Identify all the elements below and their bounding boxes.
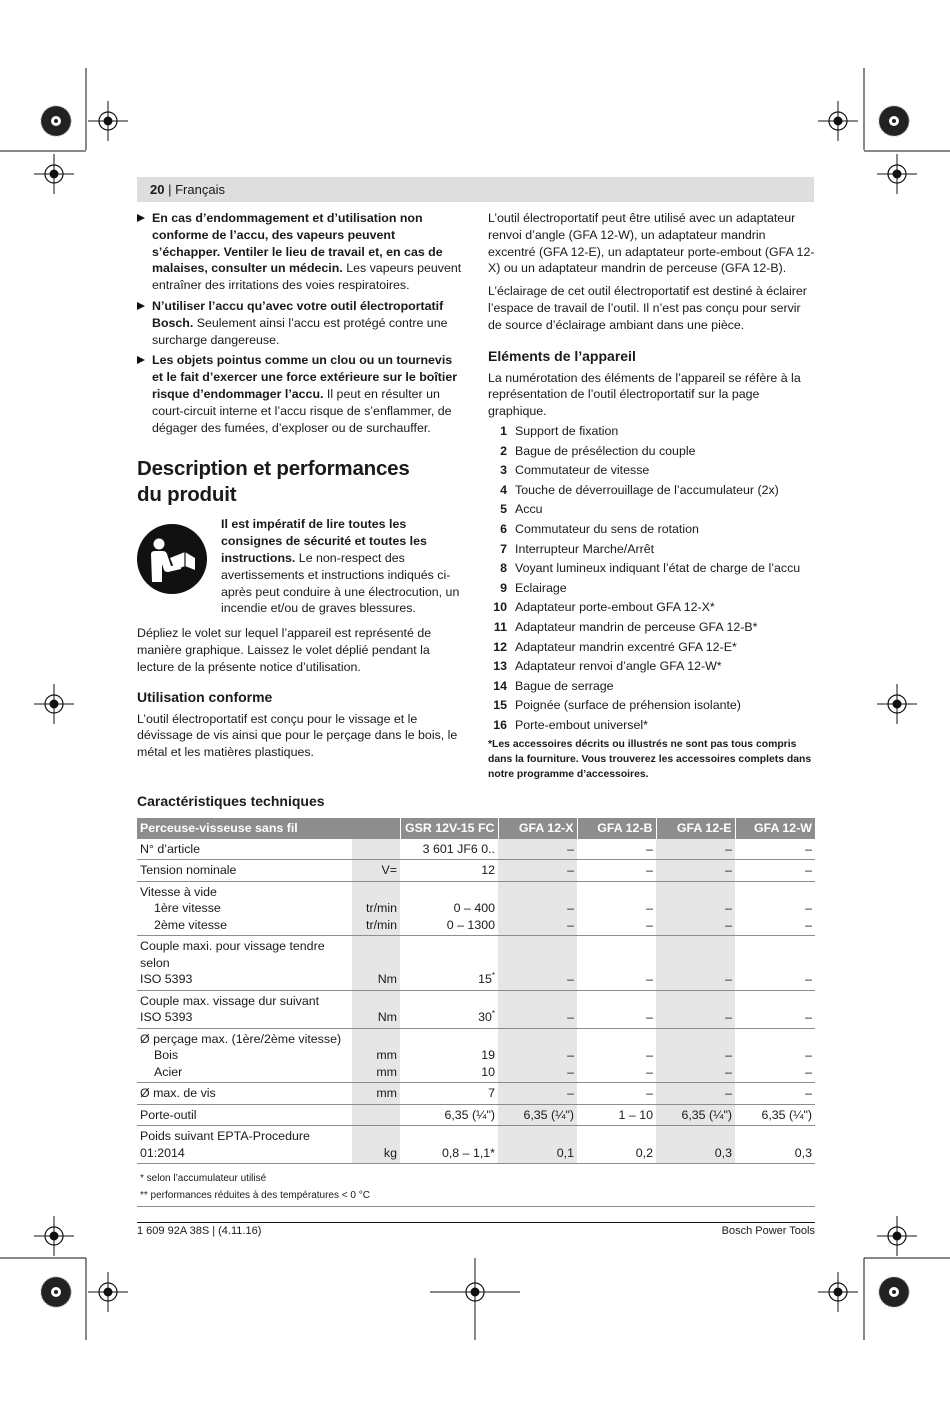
elements-title: Eléments de l’appareil xyxy=(488,347,636,364)
triangle-bullet-icon xyxy=(137,356,145,364)
table-row xyxy=(137,990,815,1028)
cell xyxy=(400,881,498,936)
row-label: Porte-outil xyxy=(137,1104,352,1126)
item-text: Voyant lumineux indiquant l’état de charge de l’accu xyxy=(515,561,801,576)
item-text: Porte-embout universel* xyxy=(515,717,648,732)
item-number: 2 xyxy=(500,443,507,458)
cell: – xyxy=(735,990,815,1028)
list-item xyxy=(488,559,815,579)
header-separator: | xyxy=(168,182,172,197)
header-language: Français xyxy=(175,182,225,197)
cell: – xyxy=(498,990,577,1028)
row-label xyxy=(137,1126,352,1164)
row-label-sub: Bois xyxy=(154,1048,179,1062)
cell: – xyxy=(735,936,815,991)
safety-bullet xyxy=(137,352,463,436)
footnote-marker: * xyxy=(491,970,495,980)
row-label: N° d’article xyxy=(137,839,352,860)
value: – xyxy=(567,1048,574,1062)
value: – xyxy=(567,901,574,915)
footer-right: Bosch Power Tools xyxy=(721,1225,815,1237)
value: – xyxy=(646,917,653,932)
warning-bold: Il est impératif de lire toutes les consignes de sécurité et toutes les instructions. xyxy=(221,517,427,565)
value: – xyxy=(805,1048,812,1062)
item-text: Adaptateur mandrin de perceuse GFA 12-B* xyxy=(515,619,758,634)
list-item xyxy=(488,442,815,462)
item-text: Support de fixation xyxy=(515,423,619,438)
list-item xyxy=(488,481,815,501)
triangle-bullet-icon xyxy=(137,302,145,310)
row-unit: mm xyxy=(352,1083,400,1105)
cell: 0,3 xyxy=(656,1126,735,1164)
left-column xyxy=(137,210,463,767)
item-number: 5 xyxy=(500,502,507,517)
cell: 0,8 – 1,1* xyxy=(400,1126,498,1164)
list-item xyxy=(488,696,815,716)
value: – xyxy=(805,917,812,932)
cell: 0,2 xyxy=(577,1126,656,1164)
cell: – xyxy=(577,1083,656,1105)
specs-table xyxy=(137,818,815,1207)
value: 10 xyxy=(481,1064,495,1079)
column-header: Perceuse-visseuse sans fil xyxy=(137,818,400,839)
item-number: 3 xyxy=(500,463,507,478)
fold-instructions: Dépliez le volet sur lequel l’appareil est représenté de manière graphique. Laissez le volet déplié pendant la lecture de la présente notice d’utilisation. xyxy=(137,626,432,674)
row-label-main: ISO 5393 xyxy=(140,972,193,986)
item-text: Eclairage xyxy=(515,580,567,595)
triangle-bullet-icon xyxy=(137,214,145,222)
list-item xyxy=(488,500,815,520)
cell: – xyxy=(498,860,577,882)
column-header: GFA 12-W xyxy=(735,818,815,839)
value: – xyxy=(725,1048,732,1062)
table-footnotes xyxy=(137,1164,815,1207)
value: – xyxy=(567,917,574,932)
value: 30 xyxy=(478,1010,492,1024)
row-unit: kg xyxy=(352,1126,400,1164)
cell xyxy=(656,881,735,936)
column-header: GSR 12V-15 FC xyxy=(400,818,498,839)
value: – xyxy=(805,901,812,915)
row-label-sub: Acier xyxy=(154,1064,183,1079)
item-text: Poignée (surface de préhension isolante) xyxy=(515,698,741,713)
row-label-sub: 2ème vitesse xyxy=(154,917,228,932)
safety-bullet xyxy=(137,298,463,348)
value: 15 xyxy=(478,972,492,986)
list-item xyxy=(488,520,815,540)
right-column xyxy=(488,210,815,782)
read-manual-icon xyxy=(137,524,207,594)
intro-text: L’outil électroportatif peut être utilisé avec un adaptateur renvoi d’angle (GFA 12-W), un adaptateur mandrin excentré (GFA 12-E), un adaptateur porte-embout (GFA 12-X) ou un adaptateur mandrin de perceuse (GFA 12-B). xyxy=(488,211,815,276)
row-label xyxy=(137,1028,352,1083)
cell: 0,3 xyxy=(735,1126,815,1164)
column-header: GFA 12-E xyxy=(656,818,735,839)
list-item xyxy=(488,638,815,658)
item-number: 16 xyxy=(493,717,507,732)
table-row xyxy=(137,1104,815,1126)
item-text: Accu xyxy=(515,502,543,517)
row-label xyxy=(137,990,352,1028)
cell: – xyxy=(656,1083,735,1105)
cell: 3 601 JF6 0.. xyxy=(400,839,498,860)
item-text: Interrupteur Marche/Arrêt xyxy=(515,541,655,556)
bullet-bold-text: Les objets pointus comme un clou ou un tournevis et le fait d’exercer une force extérieure sur le boîtier risque d’endommager l’accu. xyxy=(152,353,458,401)
table-row xyxy=(137,881,815,936)
table-header-row xyxy=(137,818,815,839)
elements-intro: La numérotation des éléments de l’appareil se réfère à la représentation de l’outil électroportatif sur la page graphique. xyxy=(488,370,801,419)
table-row xyxy=(137,1126,815,1164)
item-number: 12 xyxy=(493,639,507,654)
cell: 6,35 (¼") xyxy=(400,1104,498,1126)
cell: – xyxy=(577,936,656,991)
unit: mm xyxy=(376,1064,397,1079)
row-label-main: Couple max. vissage dur suivant xyxy=(140,993,320,1008)
row-unit xyxy=(352,1104,400,1126)
item-text: Bague de présélection du couple xyxy=(515,443,696,458)
table-row xyxy=(137,936,815,991)
item-number: 13 xyxy=(493,659,507,674)
cell xyxy=(498,881,577,936)
warning-normal: Le non-respect des avertissements et instructions indiqués ci-après peut conduire à une électrocution, un incendie et/ou de graves blessures. xyxy=(221,550,460,616)
item-text: Adaptateur porte-embout GFA 12-X* xyxy=(515,600,715,615)
bullet-text: Seulement ainsi l’accu est protégé contre une surcharge dangereuse. xyxy=(152,315,448,347)
value: – xyxy=(725,1064,732,1079)
specs-title: Caractéristiques techniques xyxy=(137,793,325,809)
item-number: 14 xyxy=(493,678,507,693)
cell: – xyxy=(498,839,577,860)
footnote: * selon l’accumulateur utilisé xyxy=(140,1173,267,1184)
cell xyxy=(400,990,498,1028)
item-text: Bague de serrage xyxy=(515,678,614,693)
value: 19 xyxy=(481,1048,495,1062)
item-text: Adaptateur mandrin excentré GFA 12-E* xyxy=(515,639,737,654)
footer-left: 1 609 92A 38S | (4.11.16) xyxy=(137,1225,262,1237)
lighting-text: L’éclairage de cet outil électroportatif est destiné à éclairer l’espace de travail de l’outil. Il n’est pas conçu pour servir de source d’éclairage ambiant dans une pièce. xyxy=(488,284,807,332)
safety-bullet xyxy=(137,210,463,294)
value: – xyxy=(646,1048,653,1062)
column-header: GFA 12-B xyxy=(577,818,656,839)
value: 0 – 1300 xyxy=(446,917,495,932)
row-label-main: Vitesse à vide xyxy=(140,884,217,899)
row-unit: V= xyxy=(352,860,400,882)
page-number: 20 xyxy=(150,182,165,197)
item-number: 8 xyxy=(500,561,507,576)
list-item xyxy=(488,422,815,442)
cell xyxy=(577,1028,656,1083)
item-number: 7 xyxy=(500,541,507,556)
cell xyxy=(735,881,815,936)
row-label-main: ISO 5393 xyxy=(140,1010,193,1024)
list-item xyxy=(488,618,815,638)
footnote-marker: * xyxy=(491,1008,495,1018)
item-text: Touche de déverrouillage de l’accumulateur (2x) xyxy=(515,482,779,497)
value: 0 – 400 xyxy=(453,901,495,915)
cell: 7 xyxy=(400,1083,498,1105)
table-row xyxy=(137,1028,815,1083)
row-unit xyxy=(352,881,400,936)
row-unit: Nm xyxy=(352,990,400,1028)
row-label-sub: 1ère vitesse xyxy=(154,901,221,915)
cell: – xyxy=(735,839,815,860)
cell xyxy=(498,1028,577,1083)
row-label-main: Ø perçage max. (1ère/2ème vitesse) xyxy=(140,1031,342,1046)
cell: – xyxy=(735,1083,815,1105)
row-unit xyxy=(352,839,400,860)
list-item xyxy=(488,598,815,618)
cell: – xyxy=(656,860,735,882)
elements-list xyxy=(488,422,815,736)
cell: 6,35 (¼") xyxy=(498,1104,577,1126)
item-number: 11 xyxy=(493,619,507,634)
table-row xyxy=(137,860,815,882)
footnotes-cell xyxy=(137,1164,815,1207)
item-number: 10 xyxy=(493,600,507,615)
footer-rule xyxy=(137,1222,815,1223)
warning-block xyxy=(137,516,463,617)
cell xyxy=(400,936,498,991)
row-label xyxy=(137,881,352,936)
list-item xyxy=(488,540,815,560)
cell: – xyxy=(498,936,577,991)
cell: – xyxy=(735,860,815,882)
value: – xyxy=(567,1064,574,1079)
row-unit: Nm xyxy=(352,936,400,991)
table-row xyxy=(137,1083,815,1105)
bullet-text: Les vapeurs peuvent entraîner des irritations des voies respiratoires. xyxy=(152,261,462,293)
unit: mm xyxy=(376,1048,397,1062)
unit: tr/min xyxy=(366,901,397,915)
cell: – xyxy=(577,990,656,1028)
cell: – xyxy=(498,1083,577,1105)
item-number: 4 xyxy=(500,482,507,497)
cell: – xyxy=(577,860,656,882)
unit: tr/min xyxy=(366,917,397,932)
cell xyxy=(400,1028,498,1083)
warning-text xyxy=(221,516,463,617)
bullet-bold-text: En cas d’endommagement et d’utilisation non conforme de l’accu, des vapeurs peuvent s’échapper. Ventiler le lieu de travail et, en cas de malaises, consulter un médecin. xyxy=(152,211,443,276)
list-item xyxy=(488,579,815,599)
list-item xyxy=(488,461,815,481)
cell xyxy=(656,1028,735,1083)
row-label: Tension nominale xyxy=(137,860,352,882)
usage-text: L’outil électroportatif est conçu pour le vissage et le dévissage de vis ainsi que pour le perçage dans le bois, le métal et les matières plastiques. xyxy=(137,711,458,760)
table-row xyxy=(137,839,815,860)
page-header xyxy=(137,177,814,202)
cell xyxy=(735,1028,815,1083)
bullet-bold-text: N’utiliser l’accu qu’avec votre outil électroportatif Bosch. xyxy=(152,298,444,330)
value: – xyxy=(646,1064,653,1079)
bullet-text: Il peut en résulter un court-circuit interne et l’accu risque de s’enflammer, de dégager des fumées, d’exploser ou de surchauffer. xyxy=(152,386,452,435)
value: – xyxy=(646,901,653,915)
cell: – xyxy=(656,936,735,991)
accessories-note: *Les accessoires décrits ou illustrés ne sont pas tous compris dans la fourniture. Vous trouverez les accessoires complets dans notre programme d’accessoires. xyxy=(488,739,812,781)
item-text: Commutateur du sens de rotation xyxy=(515,521,699,536)
cell: 12 xyxy=(400,860,498,882)
item-number: 1 xyxy=(500,423,507,438)
list-item xyxy=(488,677,815,697)
value: – xyxy=(725,917,732,932)
item-number: 6 xyxy=(500,521,507,536)
row-label-main: Couple maxi. pour vissage tendre selon xyxy=(140,939,325,970)
row-label-main: 01:2014 xyxy=(140,1145,185,1160)
section-title: Description et performances du produit xyxy=(137,457,410,507)
value: – xyxy=(725,901,732,915)
row-label: Ø max. de vis xyxy=(137,1083,352,1105)
cell: 6,35 (¼") xyxy=(735,1104,815,1126)
cell: 6,35 (¼") xyxy=(656,1104,735,1126)
value: – xyxy=(805,1064,812,1079)
row-label-main: Poids suivant EPTA-Procedure xyxy=(140,1129,310,1143)
item-text: Adaptateur renvoi d’angle GFA 12-W* xyxy=(515,659,722,674)
cell xyxy=(577,881,656,936)
item-text: Commutateur de vitesse xyxy=(515,463,650,478)
list-item xyxy=(488,657,815,677)
cell: – xyxy=(577,839,656,860)
row-label xyxy=(137,936,352,991)
item-number: 15 xyxy=(493,698,507,713)
item-number: 9 xyxy=(500,580,507,595)
cell: 1 – 10 xyxy=(577,1104,656,1126)
row-unit xyxy=(352,1028,400,1083)
list-item xyxy=(488,716,815,736)
footnote: ** performances réduites à des températures < 0 °C xyxy=(140,1190,370,1201)
usage-title: Utilisation conforme xyxy=(137,688,273,705)
cell: 0,1 xyxy=(498,1126,577,1164)
cell: – xyxy=(656,990,735,1028)
column-header: GFA 12-X xyxy=(498,818,577,839)
cell: – xyxy=(656,839,735,860)
